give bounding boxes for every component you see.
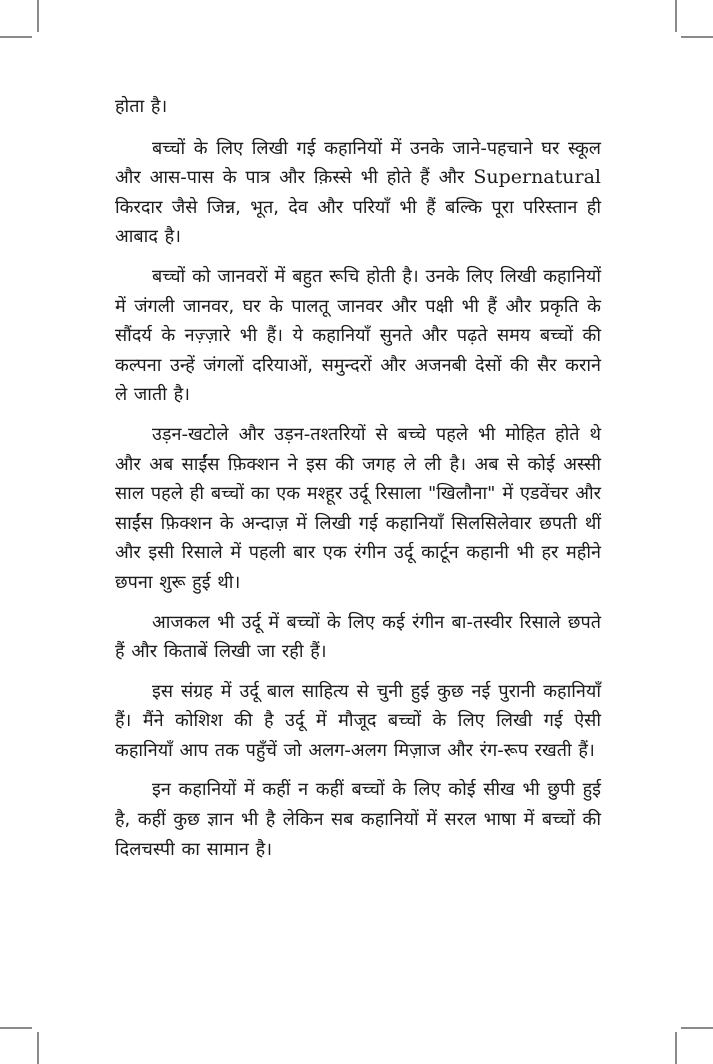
- crop-mark-bottom-left-vertical: [37, 1032, 39, 1064]
- paragraph-lessons-and-interest: इन कहानियों में कहीं न कहीं बच्चों के लिए कोई सीख भी छुपी हुई है, कहीं कुछ ज्ञान भी है लेकिन सब कहानियों में सरल भाषा में बच्चों की दिलचस्पी का सामान है।: [115, 779, 601, 860]
- paragraph-supernatural-characters: बच्चों के लिए लिखी गई कहानियों में उनके जाने-पहचाने घर स्कूल और आस-पास के पात्र और क़िस्से भी होते हैं और Supernatural किरदार जैसे जिन्न, भूत, देव और परियाँ भी हैं बल्कि पूरा परिस्तान ही आबाद है।: [115, 137, 601, 248]
- crop-mark-top-right-vertical: [675, 0, 677, 32]
- continuation-line: होता है।: [115, 96, 168, 117]
- paragraph-science-fiction-history: उड़न-खटोले और उड़न-तश्तरियों से बच्चे पहले भी मोहित होते थे और अब साईंस फ़िक्शन ने इस की जगह ले ली है। अब से कोई अस्सी साल पहले ही बच्चों का एक मश्हूर उर्दू रिसाला "खिलौना" में एडवेंचर और साईंस फ़िक्शन के अन्दाज़ में लिखी गई कहानियाँ सिलसिलेवार छपती थीं और इसी रिसाले में पहली बार एक रंगीन उर्दू कार्टून कहानी भी हर महीने छपना शुरू हुई थी।: [115, 423, 601, 593]
- paragraph-animals-nature: बच्चों को जानवरों में बहुत रूचि होती है। उनके लिए लिखी कहानियों में जंगली जानवर, घर के पालतू जानवर और पक्षी भी हैं और प्रकृति के सौंदर्य के नज़्ज़ारे भी हैं। ये कहानियाँ सुनते और पढ़ते समय बच्चों की कल्पना उन्हें जंगलों दरियाओं, समुन्दरों और अजनबी देसों की सैर कराने ले जाती है।: [115, 265, 601, 406]
- paragraph-collection-intro: इस संग्रह में उर्दू बाल साहित्य से चुनी हुई कुछ नई पुरानी कहानियाँ हैं। मैंने कोशिश की है उर्दू में मौजूद बच्चों के लिए लिखी गई ऐसी कहानियाँ आप तक पहुँचें जो अलग-अलग मिज़ाज और रंग-रूप रखती हैं।: [115, 680, 601, 761]
- page-body-text: [115, 92, 601, 874]
- crop-mark-bottom-right-horizontal: [681, 1027, 713, 1029]
- crop-mark-bottom-right-vertical: [675, 1032, 677, 1064]
- paragraph-urdu-magazines-today: आजकल भी उर्दू में बच्चों के लिए कई रंगीन बा-तस्वीर रिसाले छपते हैं और किताबें लिखी जा रही हैं।: [115, 611, 601, 663]
- crop-mark-top-left-horizontal: [0, 36, 32, 38]
- crop-mark-top-left-vertical: [37, 0, 39, 32]
- crop-mark-bottom-left-horizontal: [0, 1027, 32, 1029]
- crop-mark-top-right-horizontal: [681, 36, 713, 38]
- latin-word: Supernatural: [473, 166, 601, 189]
